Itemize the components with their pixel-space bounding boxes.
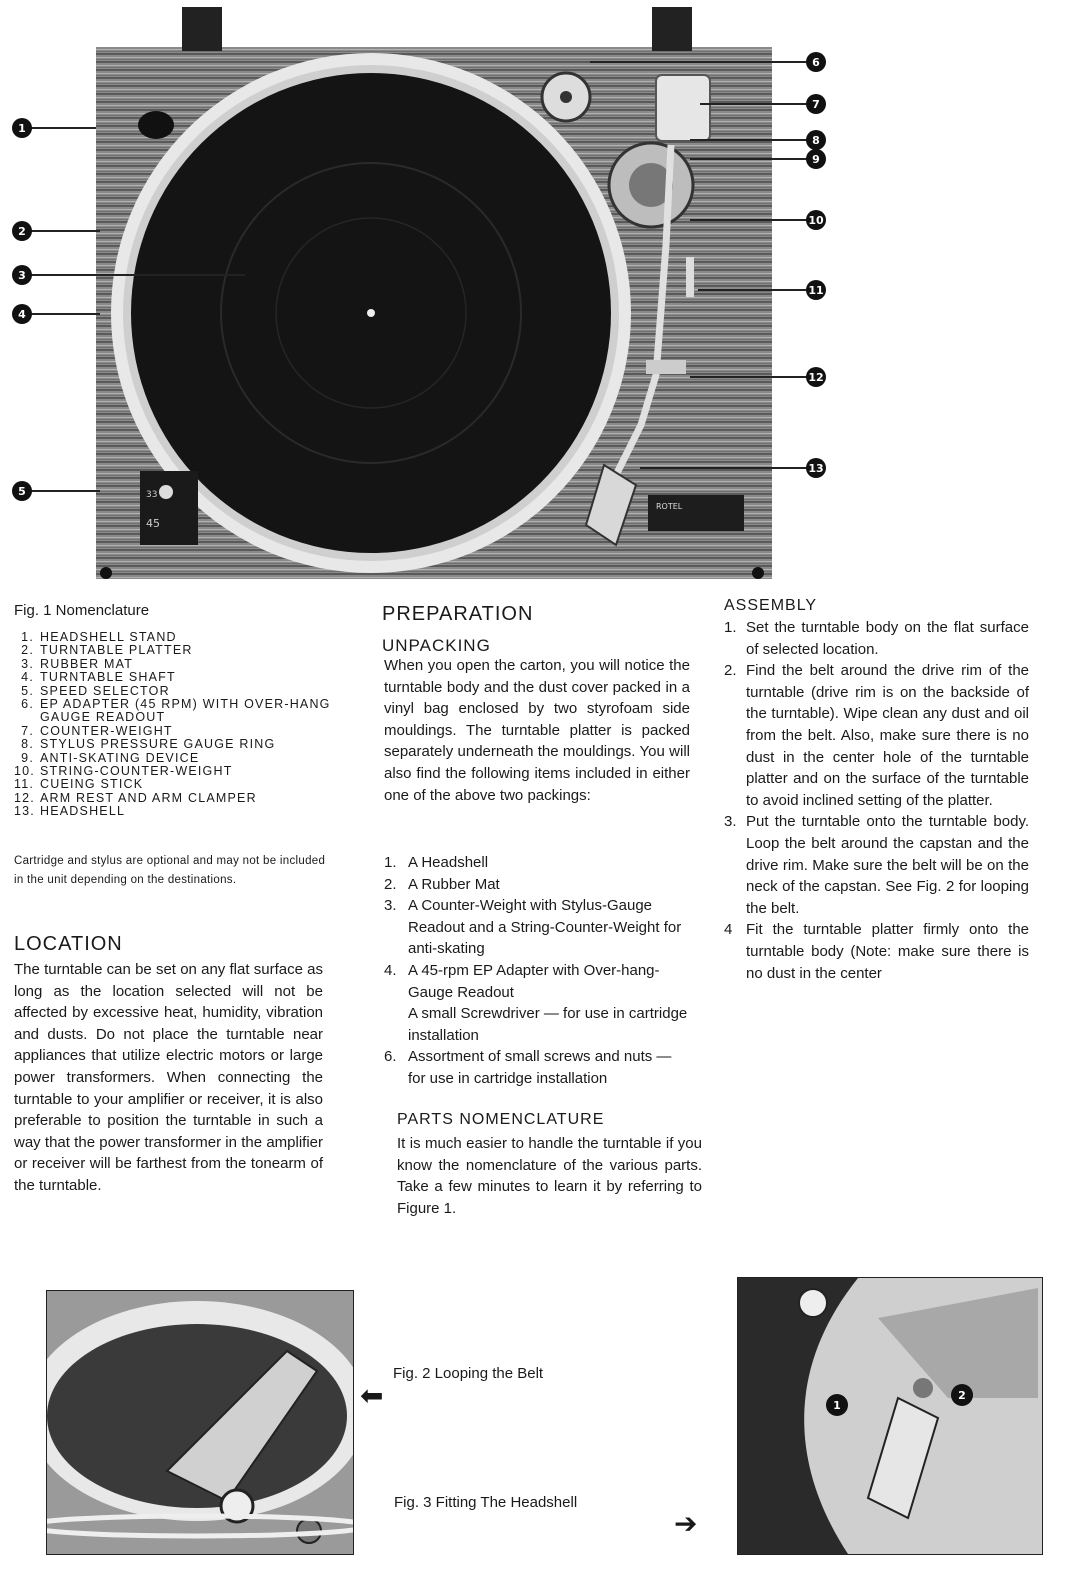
brand-plate: [648, 495, 744, 531]
list-item-number: 1.: [384, 854, 397, 871]
list-item-number: 5.: [21, 683, 34, 698]
list-item-number: 6.: [21, 697, 34, 712]
list-item-number: 4.: [384, 961, 397, 979]
packing-items: [384, 852, 690, 1090]
callout-6: 6: [806, 52, 826, 72]
location-heading: LOCATION: [14, 933, 123, 955]
list-item: [14, 631, 344, 644]
list-item-text: SPEED SELECTOR: [40, 683, 170, 698]
list-item: [14, 792, 344, 805]
figure-1-turntable-photo: [96, 5, 772, 582]
unpacking-heading: UNPACKING: [382, 636, 491, 655]
packing-items-list-after: [384, 1046, 690, 1089]
parts-nomenclature-body: It is much easier to handle the turntable if you know the nomenclature of the various parts. Take a few minutes to learn it by referring to Figure 1.: [397, 1135, 702, 1217]
callout-1: 1: [12, 118, 32, 138]
list-item: [14, 778, 344, 791]
list-item: [14, 671, 344, 684]
figure-2-photo: [46, 1290, 354, 1555]
list-item-number: 3.: [384, 897, 397, 915]
assembly-list: [724, 617, 1029, 984]
list-item-text: Put the turntable onto the turntable body. Loop the belt around the capstan and the drive rim. Make sure the belt will be on the neck of the capstan. See Fig. 2 for looping the belt.: [746, 813, 1029, 917]
brand-plate-text: ROTEL: [656, 502, 683, 511]
left-arrow-icon: ⬅: [360, 1380, 384, 1411]
list-item-number: 10.: [14, 764, 35, 779]
figure-3-photo: [737, 1277, 1043, 1555]
location-body: The turntable can be set on any flat surface as long as the location selected will not be affected by excessive heat, humidity, vibration and dusts. Do not place the turntable near appliances that utilize electric motors or large power transformers. When connecting the turntable to your amplifier or receiver, it is also preferable to position the turntable in such a way that the power transformer in the amplifier or receiver will be farthest from the tonearm of the turntable.: [14, 961, 323, 1194]
packing-items-list: [384, 852, 690, 1003]
list-item-number: 13.: [14, 804, 35, 819]
speed-label-45: 45: [146, 517, 160, 530]
list-item: [384, 874, 690, 896]
headshell-stand: [138, 111, 174, 139]
callout-8: 8: [806, 130, 826, 150]
list-item: [724, 617, 1029, 660]
callout-13: 13: [806, 458, 826, 478]
callout-3: 3: [12, 265, 32, 285]
list-item-text: TURNTABLE SHAFT: [40, 670, 176, 685]
list-item-number: 3.: [724, 813, 737, 831]
list-item: [14, 765, 344, 778]
list-item-number: 11.: [14, 777, 35, 792]
callout-5: 5: [12, 481, 32, 501]
list-item-text: RUBBER MAT: [40, 656, 134, 671]
list-item-number: 2.: [384, 875, 397, 893]
list-item: [724, 660, 1029, 811]
list-item: [14, 805, 344, 818]
unpacking-body: When you open the carton, you will notice the turntable body and the dust cover packed in a vinyl bag enclosed by two styrofoam side mouldings. The turntable platter is packed separately underneath the mouldings. You will also find the following items included in either one of the above two packings:: [384, 657, 690, 804]
packing-item-5: A small Screwdriver — for use in cartridge installation: [408, 1005, 688, 1044]
list-item-text: A Rubber Mat: [408, 875, 500, 893]
parts-nomenclature-heading: PARTS NOMENCLATURE: [397, 1111, 605, 1128]
list-item-text: ARM REST AND ARM CLAMPER: [40, 790, 257, 805]
list-item: [14, 725, 344, 738]
fig1-caption: Fig. 1 Nomenclature: [14, 602, 150, 619]
arm-rest: [646, 360, 686, 374]
hinge-right: [652, 7, 692, 51]
list-item-number: 4.: [21, 670, 34, 685]
list-item-text: Set the turntable body on the flat surface of selected location.: [746, 619, 1029, 658]
list-item-text: A Counter-Weight with Stylus-Gauge Readout and a String-Counter-Weight for anti-skating: [408, 897, 682, 958]
callout-11: 11: [806, 280, 826, 300]
callout-12: 12: [806, 367, 826, 387]
turntable-illustration: [96, 5, 772, 582]
list-item-number: 7.: [21, 723, 34, 738]
assembly-heading: ASSEMBLY: [724, 597, 818, 614]
speed-selector: [140, 471, 198, 545]
fig2-caption: Fig. 2 Looping the Belt: [393, 1365, 544, 1382]
nomenclature-list: [14, 631, 344, 819]
list-item-number: 3.: [21, 656, 34, 671]
list-item-text: ANTI-SKATING DEVICE: [40, 750, 200, 765]
list-item-text: STYLUS PRESSURE GAUGE RING: [40, 737, 276, 752]
list-item-text: Assortment of small screws and nuts — for use in cartridge installation: [408, 1048, 672, 1087]
callout-4: 4: [12, 304, 32, 324]
list-item-number: 6.: [384, 1048, 397, 1066]
list-item-number: 12.: [14, 790, 35, 805]
list-item-number: 2.: [21, 643, 34, 658]
list-item-text: TURNTABLE PLATTER: [40, 643, 193, 658]
list-item-text: STRING-COUNTER-WEIGHT: [40, 764, 233, 779]
callout-9: 9: [806, 149, 826, 169]
list-item: [14, 752, 344, 765]
callout-10: 10: [806, 210, 826, 230]
list-item-number: 1.: [724, 619, 737, 636]
callout-7: 7: [806, 94, 826, 114]
headshell-illustration: [738, 1278, 1042, 1554]
right-arrow-icon: ➔: [674, 1508, 698, 1539]
preparation-heading: PREPARATION: [382, 603, 534, 625]
list-item-text: A Headshell: [408, 854, 489, 871]
list-item: [14, 698, 344, 725]
list-item-number: 2.: [724, 662, 737, 680]
hinge-left: [182, 7, 222, 51]
turntable-shaft: [367, 309, 375, 317]
fig3-callout-2: 2: [951, 1384, 973, 1406]
fig3-callout-1: 1: [826, 1394, 848, 1416]
list-item: [14, 738, 344, 751]
list-item-text: Fit the turntable platter firmly onto the turntable body (Note: make sure there is no dust in the center: [746, 921, 1029, 982]
list-item-text: EP ADAPTER (45 RPM) WITH OVER-HANG GAUGE READOUT: [40, 697, 331, 725]
list-item: [724, 811, 1029, 919]
list-item-number: 9.: [21, 750, 34, 765]
list-item-text: Find the belt around the drive rim of the turntable (drive rim is on the backside of the turntable). Wipe clean any dust and oil from the belt. Also, make sure there is no dust in the center hole of the turntable platter and on the surface of the turntable to avoid inclined setting of the platter.: [746, 662, 1029, 809]
list-item: [384, 852, 690, 874]
list-item-text: HEADSHELL STAND: [40, 630, 177, 644]
list-item-number: 1.: [21, 630, 34, 644]
list-item-text: HEADSHELL: [40, 804, 126, 819]
cueing-stick: [686, 257, 694, 297]
list-item: [14, 685, 344, 698]
list-item-text: COUNTER-WEIGHT: [40, 723, 173, 738]
list-item-number: 8.: [21, 737, 34, 752]
list-item: [14, 658, 344, 671]
list-item: [384, 960, 690, 1003]
optional-note: Cartridge and stylus are optional and may not be included in the unit depending on the destinations.: [14, 855, 326, 886]
fig3-caption: Fig. 3 Fitting The Headshell: [394, 1494, 578, 1511]
callout-2: 2: [12, 221, 32, 241]
list-item-text: A 45-rpm EP Adapter with Over-hang-Gauge Readout: [408, 961, 660, 1001]
list-item-number: 4: [724, 921, 733, 939]
list-item-text: CUEING STICK: [40, 777, 144, 792]
speed-label-33: 33: [146, 490, 158, 500]
belt-illustration: [47, 1291, 353, 1554]
counter-weight: [656, 75, 710, 141]
list-item: [14, 644, 344, 657]
list-item: [384, 1046, 690, 1089]
list-item: [724, 919, 1029, 984]
list-item: [384, 895, 690, 960]
